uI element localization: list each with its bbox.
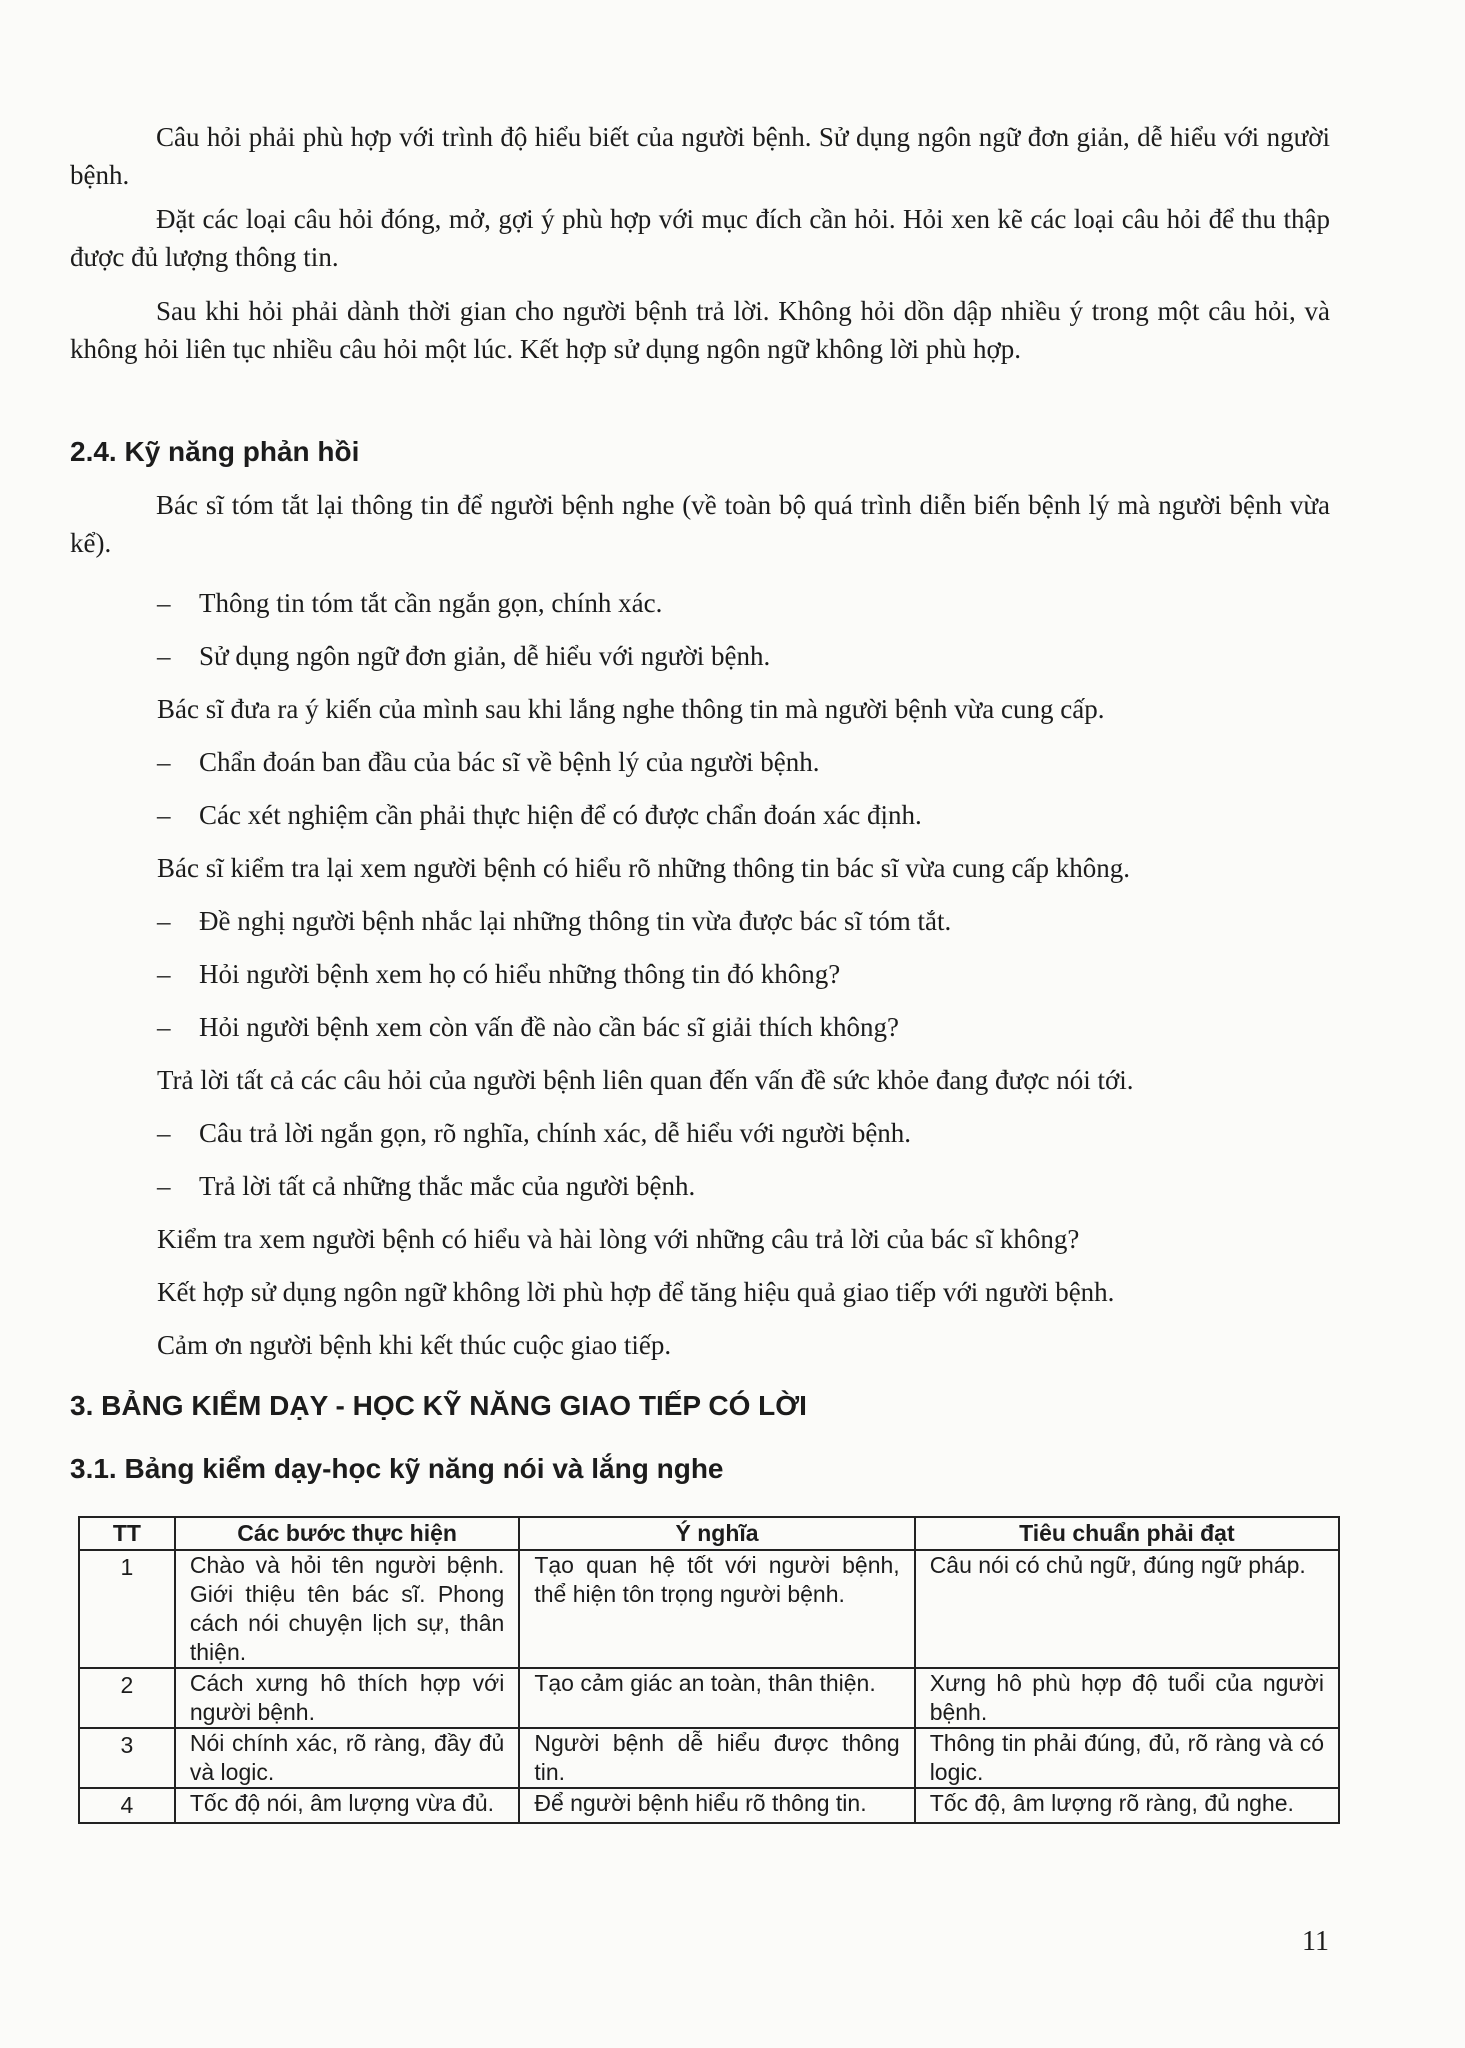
table-header-row: [79, 1517, 1339, 1550]
table-row: [79, 1728, 1339, 1788]
paragraph: Kiểm tra xem người bệnh có hiểu và hài lòng với những câu trả lời của bác sĩ không?: [157, 1224, 1080, 1254]
dash-marker: –: [157, 1012, 171, 1042]
dash-marker: –: [157, 1118, 171, 1148]
table-row: [79, 1550, 1339, 1668]
list-item: [157, 1114, 1357, 1152]
list-item: [157, 1167, 1357, 1205]
table-cell: Thông tin phải đúng, đủ, rõ ràng và có logic.: [915, 1728, 1339, 1788]
table-row: [79, 1668, 1339, 1728]
section-heading-2-4: 2.4. Kỹ năng phản hồi: [70, 436, 360, 467]
list-item-text: Thông tin tóm tắt cần ngắn gọn, chính xác.: [199, 588, 663, 618]
paragraph: Trả lời tất cả các câu hỏi của người bệnh liên quan đến vấn đề sức khỏe đang được nói tới.: [157, 1065, 1134, 1095]
dash-marker: –: [157, 747, 171, 777]
table-cell: 2: [79, 1668, 175, 1728]
table-cell: Xưng hô phù hợp độ tuổi của người bệnh.: [915, 1668, 1339, 1728]
table-cell: Chào và hỏi tên người bệnh. Giới thiệu tên bác sĩ. Phong cách nói chuyện lịch sự, thân thiện.: [175, 1550, 519, 1668]
page-number: 11: [1302, 1926, 1329, 1957]
list-item-text: Hỏi người bệnh xem còn vấn đề nào cần bác sĩ giải thích không?: [199, 1012, 899, 1042]
table-cell: 4: [79, 1788, 175, 1823]
section-heading-3-1: 3.1. Bảng kiểm dạy-học kỹ năng nói và lắng nghe: [70, 1453, 724, 1484]
dash-marker: –: [157, 641, 171, 671]
section-heading-3: 3. BẢNG KIỂM DẠY - HỌC KỸ NĂNG GIAO TIẾP CÓ LỜI: [70, 1390, 807, 1421]
table-cell: Tạo quan hệ tốt với người bệnh, thể hiện tôn trọng người bệnh.: [519, 1550, 914, 1668]
paragraph: Kết hợp sử dụng ngôn ngữ không lời phù hợp để tăng hiệu quả giao tiếp với người bệnh.: [157, 1277, 1115, 1307]
dash-marker: –: [157, 906, 171, 936]
dash-marker: –: [157, 1171, 171, 1201]
table-cell: Để người bệnh hiểu rõ thông tin.: [519, 1788, 914, 1823]
column-header: TT: [79, 1517, 175, 1550]
list-item: [157, 902, 1357, 940]
table-cell: Tốc độ nói, âm lượng vừa đủ.: [175, 1788, 519, 1823]
paragraph: Sau khi hỏi phải dành thời gian cho người bệnh trả lời. Không hỏi dồn dập nhiều ý trong một câu hỏi, và không hỏi liên tục nhiều câu hỏi một lúc. Kết hợp sử dụng ngôn ngữ không lời phù hợp.: [70, 296, 1330, 364]
list-item: [157, 637, 1357, 675]
table-cell: Cách xưng hô thích hợp với người bệnh.: [175, 1668, 519, 1728]
dash-marker: –: [157, 959, 171, 989]
list-item-text: Chẩn đoán ban đầu của bác sĩ về bệnh lý của người bệnh.: [199, 747, 820, 777]
list-item: [157, 796, 1357, 834]
paragraph: Bác sĩ tóm tắt lại thông tin để người bệnh nghe (về toàn bộ quá trình diễn biến bệnh lý mà người bệnh vừa kể).: [70, 490, 1330, 558]
list-item-text: Câu trả lời ngắn gọn, rõ nghĩa, chính xác, dễ hiểu với người bệnh.: [199, 1118, 912, 1148]
paragraph: Câu hỏi phải phù hợp với trình độ hiểu biết của người bệnh. Sử dụng ngôn ngữ đơn giản, dễ hiểu với người bệnh.: [70, 122, 1330, 190]
table-cell: 1: [79, 1550, 175, 1668]
table-cell: Người bệnh dễ hiểu được thông tin.: [519, 1728, 914, 1788]
paragraph: Bác sĩ kiểm tra lại xem người bệnh có hiểu rõ những thông tin bác sĩ vừa cung cấp không.: [157, 853, 1130, 883]
table-cell: Nói chính xác, rõ ràng, đầy đủ và logic.: [175, 1728, 519, 1788]
list-item: [157, 1008, 1357, 1046]
table-cell: Tốc độ, âm lượng rõ ràng, đủ nghe.: [915, 1788, 1339, 1823]
list-item-text: Các xét nghiệm cần phải thực hiện để có được chẩn đoán xác định.: [199, 800, 922, 830]
list-item-text: Sử dụng ngôn ngữ đơn giản, dễ hiểu với người bệnh.: [199, 641, 771, 671]
column-header: Ý nghĩa: [519, 1517, 914, 1550]
table-row: [79, 1788, 1339, 1823]
paragraph: Bác sĩ đưa ra ý kiến của mình sau khi lắng nghe thông tin mà người bệnh vừa cung cấp.: [157, 694, 1105, 724]
column-header: Các bước thực hiện: [175, 1517, 519, 1550]
list-item-text: Đề nghị người bệnh nhắc lại những thông tin vừa được bác sĩ tóm tắt.: [199, 906, 952, 936]
table-cell: 3: [79, 1728, 175, 1788]
table-cell: Tạo cảm giác an toàn, thân thiện.: [519, 1668, 914, 1728]
table-cell: Câu nói có chủ ngữ, đúng ngữ pháp.: [915, 1550, 1339, 1668]
paragraph: Cảm ơn người bệnh khi kết thúc cuộc giao tiếp.: [157, 1330, 672, 1360]
dash-marker: –: [157, 588, 171, 618]
list-item-text: Trả lời tất cả những thắc mắc của người bệnh.: [199, 1171, 696, 1201]
checklist-table: [78, 1516, 1340, 1824]
column-header: Tiêu chuẩn phải đạt: [915, 1517, 1339, 1550]
list-item: [157, 584, 1357, 622]
list-item: [157, 955, 1357, 993]
paragraph: Đặt các loại câu hỏi đóng, mở, gợi ý phù hợp với mục đích cần hỏi. Hỏi xen kẽ các loại câu hỏi để thu thập được đủ lượng thông tin.: [70, 204, 1330, 272]
list-item: [157, 743, 1357, 781]
list-item-text: Hỏi người bệnh xem họ có hiểu những thông tin đó không?: [199, 959, 841, 989]
dash-marker: –: [157, 800, 171, 830]
